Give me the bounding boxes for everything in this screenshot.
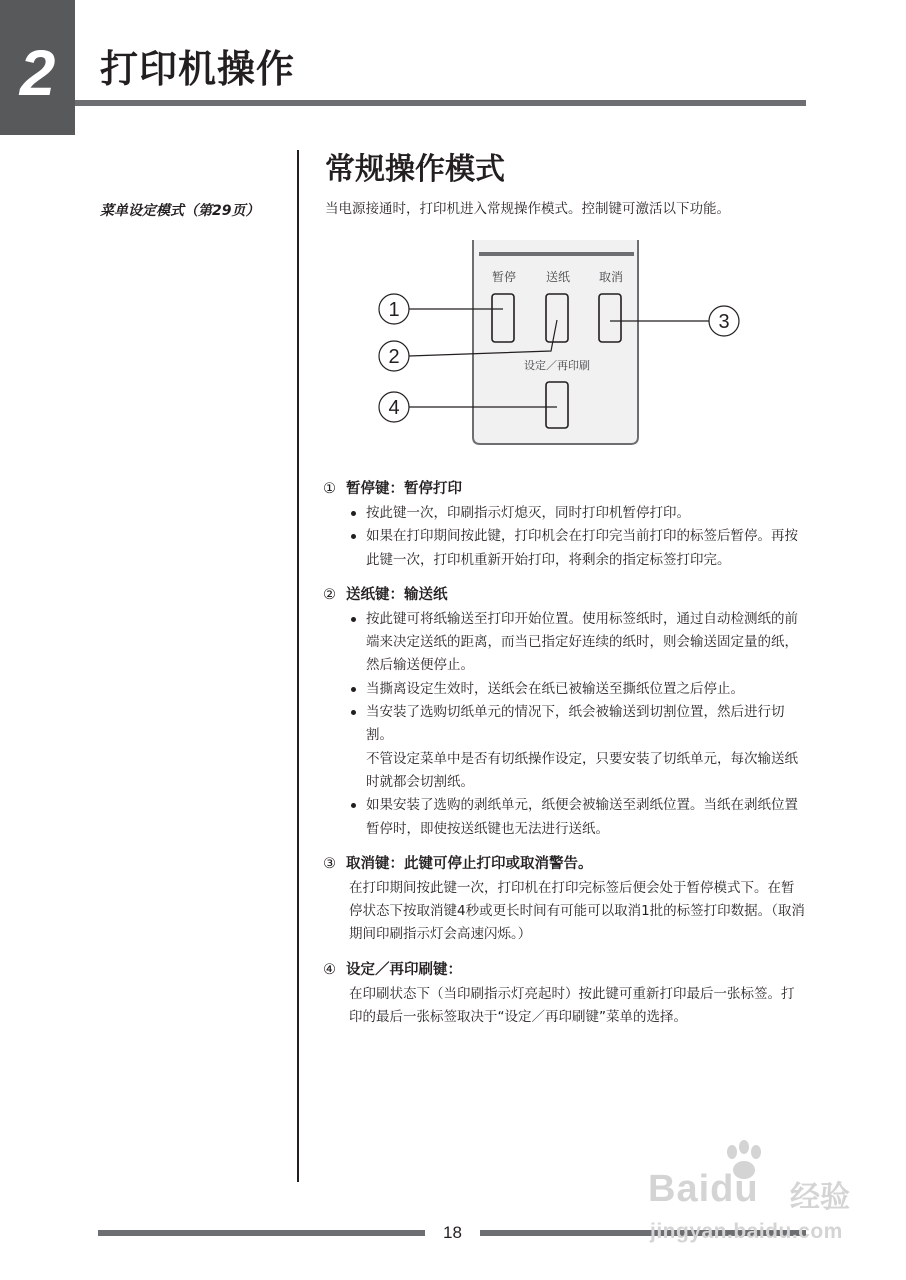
baidu-watermark [640, 1140, 870, 1250]
item-pause-key [323, 476, 807, 572]
setup-reprint-key [546, 382, 568, 428]
watermark-url: jingyan.baidu.com [650, 1220, 843, 1243]
item-heading [323, 851, 807, 877]
pause-key [492, 294, 514, 342]
section-intro: 当电源接通时，打印机进入常规操作模式。控制键可激活以下功能。 [325, 201, 730, 217]
cancel-label: 取消 [598, 270, 624, 284]
item-title: 暂停键：暂停打印 [346, 481, 462, 497]
key-descriptions [323, 476, 807, 1039]
feed-key [546, 294, 568, 342]
watermark-brand-cn: 经验 [790, 1181, 850, 1214]
item-cancel-key [323, 851, 807, 947]
callout-4-number: 4 [388, 397, 400, 419]
sidebar-cross-reference: 菜单设定模式（第29页） [100, 203, 260, 219]
bullet-item: 当撕离设定生效时，送纸会在纸已被输送至撕纸位置之后停止。 [349, 678, 807, 701]
bullet-item: 如果安装了选购的剥纸单元，纸便会被输送至剥纸位置。当纸在剥纸位置暂停时，即使按送纸键也无法进行送纸。 [349, 794, 807, 841]
callout-1-number: 1 [388, 299, 400, 321]
bullet-item: 按此键一次，印刷指示灯熄灭，同时打印机暂停打印。 [349, 502, 807, 525]
column-divider [297, 150, 299, 1182]
footer-rule-left [98, 1230, 425, 1236]
item-title: 取消键：此键可停止打印或取消警告。 [346, 855, 593, 872]
item-heading [323, 582, 807, 608]
title-rule [75, 100, 806, 106]
watermark-brand: Baidu [648, 1168, 759, 1210]
bullet-item: 当安装了选购切纸单元的情况下，纸会被输送到切割位置，然后进行切割。 [349, 701, 807, 748]
item-number: ② [323, 586, 336, 603]
pause-label: 暂停 [491, 270, 517, 284]
item-number: ④ [323, 961, 336, 978]
feed-label: 送纸 [545, 270, 571, 284]
item-title: 设定／再印刷键： [346, 961, 462, 978]
panel-top-bar [479, 252, 634, 256]
callout-3-number: 3 [718, 311, 730, 333]
callout-2-number: 2 [388, 346, 400, 368]
item-paragraph: 在印刷状态下（当印刷指示灯亮起时）按此键可重新打印最后一张标签。打印的最后一张标签取决于“设定／再印刷键”菜单的选择。 [349, 985, 795, 1026]
item-paragraph: 在打印期间按此键一次，打印机在打印完标签后便会处于暂停模式下。在暂停状态下按取消键4秒或更长时间有可能可以取消1批的标签打印数据。（取消期间印刷指示灯会高速闪烁。） [349, 879, 805, 943]
control-panel-diagram [365, 236, 745, 452]
chapter-number: 2 [19, 37, 56, 109]
chapter-title: 打印机操作 [100, 47, 296, 91]
item-number: ① [323, 481, 336, 497]
item-title: 送纸键：输送纸 [346, 586, 448, 603]
item-heading [323, 476, 807, 502]
item-heading [323, 957, 807, 983]
cancel-key [599, 294, 621, 342]
item-number: ③ [323, 855, 336, 872]
setup-reprint-label: 设定／再印刷 [524, 359, 590, 372]
item-feed-key [323, 582, 807, 841]
section-title: 常规操作模式 [325, 152, 505, 187]
bullet-item: 如果在打印期间按此键，打印机会在打印完当前打印的标签后暂停。再按此键一次，打印机重新开始打印，将剩余的指定标签打印完。 [349, 525, 807, 572]
item-setup-reprint-key [323, 957, 807, 1030]
cutter-note: 不管设定菜单中是否有切纸操作设定，只要安装了切纸单元，每次输送纸时就都会切割纸。 [366, 750, 798, 790]
bullet-item: 按此键可将纸输送至打印开始位置。使用标签纸时，通过自动检测纸的前端来决定送纸的距离，而当已指定好连续的纸时，则会输送固定量的纸，然后输送便停止。 [349, 608, 807, 678]
page-number: 18 [443, 1223, 462, 1242]
